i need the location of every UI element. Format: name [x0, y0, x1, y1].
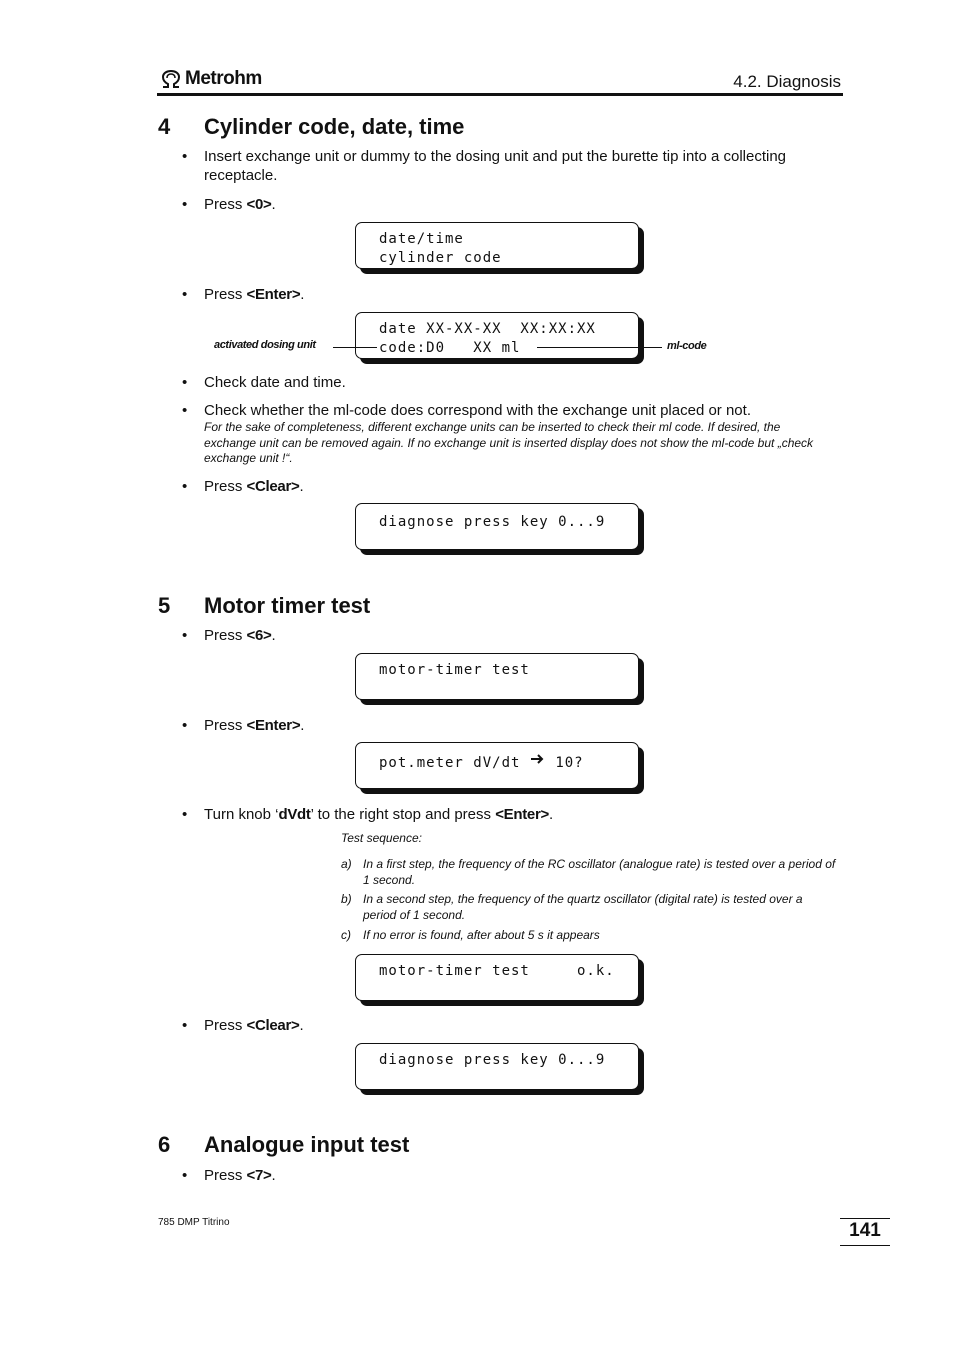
callout-line-left	[333, 347, 377, 348]
lcd-text: 10?	[555, 755, 584, 771]
list-item-text: Press <0>.	[204, 196, 276, 213]
section-6-heading	[158, 1132, 409, 1158]
key-enter: <Enter>	[246, 717, 301, 734]
press-text: Press	[204, 1017, 243, 1034]
test-sequence-title: Test sequence:	[341, 831, 422, 845]
arrow-right-icon	[530, 753, 546, 765]
knob-name: dVdt	[278, 806, 311, 823]
footer-model: 785 DMP Titrino	[158, 1217, 230, 1228]
bullet-icon: •	[182, 717, 188, 734]
lcd-line: code:D0 XX ml	[379, 340, 521, 356]
section-number: 4	[158, 114, 171, 139]
italic-note: For the sake of completeness, different exchange units can be inserted to check their ml code. If desired, the exchange unit can be removed again. If no exchange unit is inserted display does not show the ml-code but „check exchange unit !“.	[204, 420, 814, 465]
press-text: Press	[204, 286, 243, 303]
lcd-line	[379, 753, 584, 771]
lcd-line: diagnose press key 0...9	[379, 514, 606, 530]
list-item-text: Check date and time.	[204, 374, 346, 391]
bullet-icon: •	[182, 402, 188, 419]
press-text: Press	[204, 627, 243, 644]
callout-line-right	[537, 347, 662, 348]
sequence-text: In a first step, the frequency of the RC oscillator (analogue rate) is tested over a period of 1 second.	[363, 857, 836, 887]
metrohm-omega-icon	[160, 70, 182, 88]
section-number: 5	[158, 593, 171, 618]
lcd-line: date/time	[379, 231, 464, 247]
sequence-text: In a second step, the frequency of the quartz oscillator (digital rate) is tested over a period of 1 second.	[363, 892, 803, 922]
bullet-icon: •	[182, 806, 188, 823]
lcd-display	[355, 954, 639, 1001]
list-item-text: Press <Enter>.	[204, 717, 305, 734]
list-item-text: Press <Enter>.	[204, 286, 305, 303]
logo-text: Metrohm	[185, 68, 262, 89]
metrohm-logo	[160, 68, 262, 90]
press-text: Press	[204, 1167, 243, 1184]
key-enter: <Enter>	[495, 806, 549, 823]
lcd-display	[355, 1043, 639, 1090]
lcd-line: date XX-XX-XX XX:XX:XX	[379, 321, 596, 337]
list-item-text: Turn knob ‘dVdt’ to the right stop and press <Enter>.	[204, 806, 554, 823]
lcd-display	[355, 503, 639, 550]
bullet-icon: •	[182, 286, 188, 303]
bullet-icon: •	[182, 196, 188, 213]
list-item-text: Press <6>.	[204, 627, 276, 644]
bullet-icon: •	[182, 627, 188, 644]
page-number: 141	[849, 1220, 881, 1241]
bullet-icon: •	[182, 374, 188, 391]
section-number: 6	[158, 1132, 171, 1157]
key-enter: <Enter>	[246, 286, 301, 303]
bullet-icon: •	[182, 1017, 188, 1034]
sequence-label: a)	[341, 857, 352, 871]
bullet-icon: •	[182, 1167, 188, 1184]
lcd-display	[355, 653, 639, 700]
bullet-icon: •	[182, 148, 188, 165]
press-text: Press	[204, 196, 243, 213]
press-text: Press	[204, 478, 243, 495]
header-rule	[157, 93, 843, 96]
callout-label-ml-code: ml-code	[667, 340, 707, 352]
callout-label-dosing-unit: activated dosing unit	[214, 339, 316, 351]
list-item-text: Check whether the ml-code does correspond with the exchange unit placed or not.	[204, 402, 751, 419]
list-item-text: Insert exchange unit or dummy to the dosing unit and put the burette tip into a collecting receptacle.	[204, 148, 787, 184]
sequence-label: c)	[341, 928, 351, 942]
key-clear: <Clear>	[246, 1017, 300, 1034]
lcd-display	[355, 222, 639, 269]
lcd-text: pot.meter dV/dt	[379, 755, 521, 771]
list-item-text: Press <Clear>.	[204, 1017, 304, 1034]
lcd-display	[355, 312, 639, 359]
lcd-line: diagnose press key 0...9	[379, 1052, 606, 1068]
sequence-text: If no error is found, after about 5 s it appears	[363, 928, 600, 942]
key-7: <7>	[246, 1167, 272, 1184]
list-item-text: Press <7>.	[204, 1167, 276, 1184]
section-title: Motor timer test	[204, 593, 371, 618]
key-0: <0>	[246, 196, 272, 213]
lcd-display	[355, 742, 639, 789]
bullet-icon: •	[182, 478, 188, 495]
section-title: Cylinder code, date, time	[204, 114, 465, 139]
list-item-text: Press <Clear>.	[204, 478, 304, 495]
section-title: Analogue input test	[204, 1132, 410, 1157]
section-4-heading	[158, 114, 464, 140]
section-5-heading	[158, 593, 370, 619]
lcd-line: motor-timer test o.k.	[379, 963, 615, 979]
lcd-line: cylinder code	[379, 250, 502, 266]
press-text: Press	[204, 717, 243, 734]
sequence-label: b)	[341, 892, 352, 906]
key-clear: <Clear>	[246, 478, 300, 495]
key-6: <6>	[246, 627, 272, 644]
lcd-line: motor-timer test	[379, 662, 530, 678]
header-section-title: 4.2. Diagnosis	[733, 72, 841, 91]
